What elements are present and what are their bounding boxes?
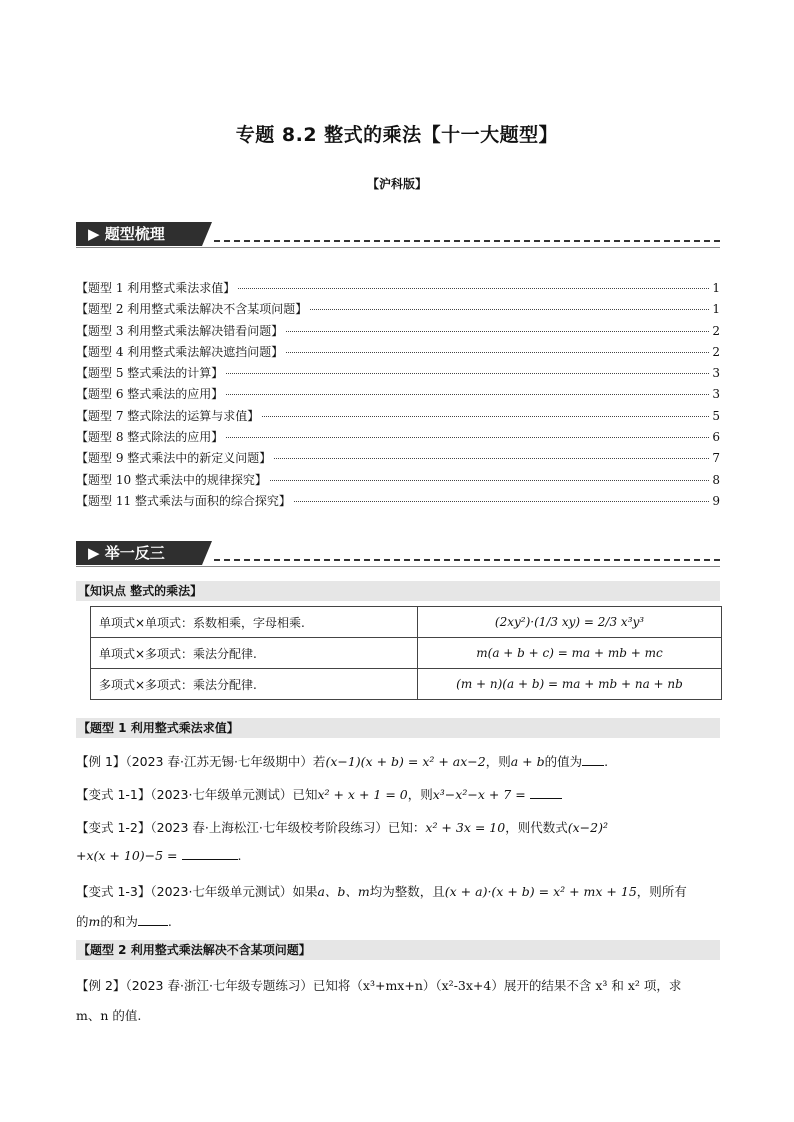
toc-label: 【题型 6 整式乘法的应用】 [76, 387, 224, 402]
edition-label: 【沪科版】 [366, 177, 427, 191]
problem-tag: 【变式 1-1】 [76, 787, 151, 802]
problem-source: （2023 春·上海松江·七年级校考阶段练习） [150, 820, 388, 835]
topic-1-heading: 【题型 1 利用整式乘法求值】 [76, 718, 720, 738]
section-bar-practice [76, 541, 720, 567]
math-expression: (x−2)² [567, 820, 608, 835]
dot-leader [238, 288, 709, 289]
problem-text: m、n 的值. [76, 1008, 142, 1023]
divider [76, 247, 720, 248]
section-title: 举一反三 [104, 544, 165, 562]
table-of-contents [76, 279, 720, 513]
knowledge-point-heading: 【知识点 整式的乘法】 [76, 581, 720, 601]
divider [76, 566, 720, 567]
problem-tag: 【变式 1-2】 [76, 820, 151, 835]
toc-label: 【题型 9 整式乘法中的新定义问题】 [76, 451, 272, 466]
answer-blank[interactable] [582, 754, 604, 766]
toc-page: 7 [712, 451, 720, 466]
toc-label: 【题型 11 整式乘法与面积的综合探究】 [76, 493, 291, 508]
toc-page: 2 [712, 323, 720, 338]
problem-text: ，则 [407, 787, 433, 802]
toc-label: 【题型 10 整式乘法中的规律探究】 [76, 472, 267, 487]
example-2 [76, 976, 726, 994]
knowledge-table [90, 606, 722, 700]
problem-text: 的值为 [544, 754, 583, 769]
variant-1-2 [76, 818, 726, 836]
rule-cell: 多项式×多项式：乘法分配律. [91, 669, 418, 700]
problem-tag: 【变式 1-3】 [76, 884, 151, 899]
dot-leader [286, 352, 709, 353]
toc-page: 5 [712, 408, 720, 423]
table-row [91, 607, 722, 638]
dot-leader [286, 331, 709, 332]
toc-label: 【题型 3 利用整式乘法解决错看问题】 [76, 323, 284, 338]
play-icon: ▶ [88, 225, 100, 243]
toc-page: 3 [712, 366, 720, 381]
toc-page: 1 [712, 281, 720, 295]
problem-source: （2023 春·浙江·七年级专题练习） [125, 978, 313, 993]
rule-cell: 单项式×单项式：系数相乘，字母相乘. [91, 607, 418, 638]
dot-leader [274, 458, 709, 459]
toc-item[interactable] [76, 449, 720, 470]
math-expression: a、b、m [317, 884, 370, 899]
section-tab-toc [76, 222, 202, 246]
example-1 [76, 752, 726, 770]
dot-leader [262, 416, 709, 417]
section-title: 题型梳理 [104, 225, 165, 243]
toc-label: 【题型 2 利用整式乘法解决不含某项问题】 [76, 302, 308, 317]
toc-page: 9 [712, 493, 720, 508]
dot-leader [310, 309, 709, 310]
toc-item[interactable] [76, 385, 720, 406]
problem-tag: 【例 1】 [76, 754, 126, 769]
math-expression: x² + 3x = 10 [425, 820, 506, 835]
answer-blank[interactable] [530, 787, 562, 799]
section-bar-toc [76, 222, 720, 248]
toc-page: 6 [712, 430, 720, 445]
problem-text: 已知将（x³+mx+n）（x²-3x+4）展开的结果不含 x³ 和 x² 项，求 [312, 978, 682, 993]
toc-item[interactable] [76, 471, 720, 492]
problem-text: 的和为 [100, 914, 138, 929]
math-expression: a + b [510, 754, 545, 769]
toc-label: 【题型 4 利用整式乘法解决遮挡问题】 [76, 344, 284, 359]
problem-source: （2023 春·江苏无锡·七年级期中） [125, 754, 313, 769]
answer-blank[interactable] [182, 848, 238, 860]
problem-text: 的 [76, 914, 89, 929]
problem-source: （2023·七年级单元测试） [150, 787, 293, 802]
table-row [91, 669, 722, 700]
math-expression: (x−1)(x + b) = x² + ax−2 [325, 754, 486, 769]
dot-leader [270, 480, 709, 481]
variant-1-3 [76, 882, 726, 900]
math-expression: m [88, 914, 101, 929]
dot-leader [226, 373, 709, 374]
topic-2-heading: 【题型 2 利用整式乘法解决不含某项问题】 [76, 940, 720, 960]
dashed-divider [214, 240, 720, 242]
toc-item[interactable] [76, 492, 720, 513]
math-expression: x³−x²−x + 7 = [432, 787, 526, 802]
rule-cell: 单项式×多项式：乘法分配律. [91, 638, 418, 669]
section-tab-practice [76, 541, 202, 565]
problem-text: 如果 [292, 884, 318, 899]
toc-item[interactable] [76, 428, 720, 449]
toc-page: 8 [712, 472, 720, 487]
variant-1-1 [76, 785, 726, 803]
math-expression: (x + a)·(x + b) = x² + mx + 15 [444, 884, 637, 899]
problem-text: ，则所有 [636, 884, 687, 899]
example-2-line-2 [76, 1006, 726, 1024]
toc-page: 3 [712, 387, 720, 402]
problem-source: （2023·七年级单元测试） [150, 884, 293, 899]
example-cell: (2xy²)·(1/3 xy) = 2/3 x³y³ [418, 607, 722, 638]
problem-text: . [167, 914, 172, 929]
dot-leader [226, 437, 709, 438]
toc-item[interactable] [76, 343, 720, 364]
answer-blank[interactable] [138, 914, 168, 926]
variant-1-3-line-2 [76, 912, 726, 930]
toc-label: 【题型 7 整式除法的运算与求值】 [76, 408, 260, 423]
toc-page: 1 [712, 302, 720, 317]
math-expression: x² + x + 1 = 0 [317, 787, 408, 802]
problem-text: ，则 [485, 754, 511, 769]
problem-text: ，则代数式 [505, 820, 568, 835]
toc-label: 【题型 1 利用整式乘法求值】 [76, 281, 236, 295]
table-row [91, 638, 722, 669]
dot-leader [294, 501, 709, 502]
example-cell: (m + n)(a + b) = ma + mb + na + nb [418, 669, 722, 700]
problem-text: 已知 [292, 787, 318, 802]
problem-text: 若 [312, 754, 326, 769]
toc-label: 【题型 5 整式乘法的计算】 [76, 366, 224, 381]
problem-text: . [604, 754, 609, 769]
dashed-divider [214, 559, 720, 561]
toc-item[interactable] [76, 322, 720, 343]
toc-item[interactable] [76, 300, 720, 321]
problem-text: 已知： [387, 820, 426, 835]
problem-text: 均为整数，且 [369, 884, 445, 899]
example-cell: m(a + b + c) = ma + mb + mc [418, 638, 722, 669]
toc-item[interactable] [76, 407, 720, 428]
toc-label: 【题型 8 整式除法的应用】 [76, 430, 224, 445]
toc-page: 2 [712, 344, 720, 359]
toc-item[interactable] [76, 279, 720, 300]
play-icon: ▶ [88, 544, 100, 562]
toc-item[interactable] [76, 364, 720, 385]
problem-tag: 【例 2】 [76, 978, 126, 993]
dot-leader [226, 394, 709, 395]
variant-1-2-line-2 [76, 848, 726, 863]
problem-text: . [237, 848, 242, 863]
page-title: 专题 8.2 整式的乘法【十一大题型】 [235, 124, 559, 146]
math-expression: +x(x + 10)−5 = [76, 848, 178, 863]
